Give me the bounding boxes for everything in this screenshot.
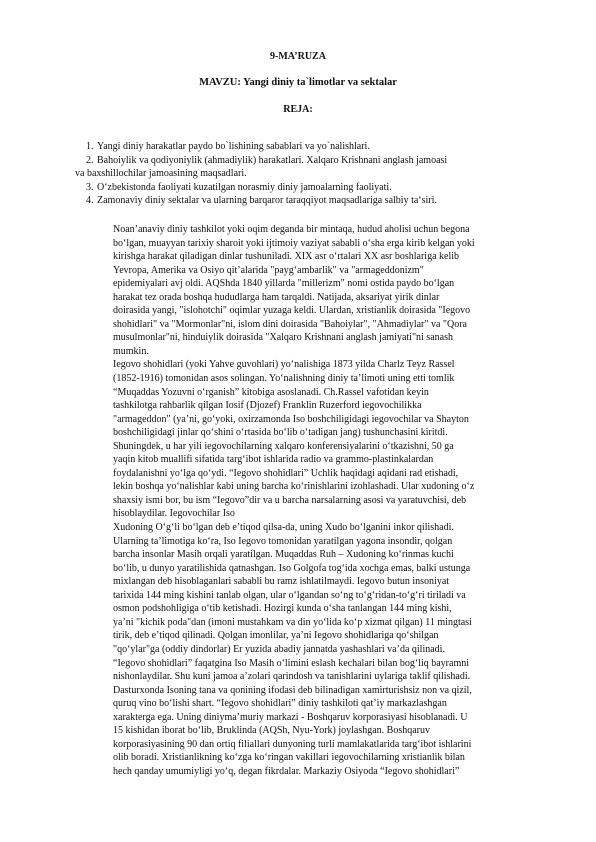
plan-item	[75, 154, 556, 181]
body-text-line: “Iegovo shohidlari” faqatgina Iso Masih o‘limini eslash kechalari bilan bog‘liq bayramni	[113, 657, 470, 669]
body-text-line: tashkilotga rahbarlik qilgan Iosif (Djozef) Franklin Ruzerford iegovochilikka	[113, 400, 422, 412]
body-text-line: bo‘lgan, muayyan tarixiy sharoit yoki ijtimoiy vaziyat sababli o‘sha erga kirib kelgan yoki	[113, 237, 475, 249]
body-text-line: xarakterga ega. Uning diniyma’muriy markazi - Boshqaruv korporasiyasi hisoblanadi. U	[113, 711, 468, 723]
lecture-topic: MAVZU: Yangi diniy ta`limotlar va sektalar	[199, 77, 397, 88]
plan-item	[86, 194, 556, 208]
plan-item-text-continued: va baxshillochilar jamoasining maqsadlari.	[75, 168, 247, 180]
body-text-line: Xudoning O‘g‘li bo‘lgan deb e’tiqod qilsa-da, uning Xudo bo‘lganini inkor qilishadi.	[113, 522, 454, 534]
plan-item-text: O‘zbekistonda faoliyati kuzatilgan norasmiy diniy jamoalarning faoliyati.	[97, 181, 392, 193]
body-text-line: bo‘lib, u dunyo yaratilishida qatnashgan. Iso Golgofa tog‘ida xochga emas, balki ustunga	[113, 562, 471, 574]
body-text-line: “Muqaddas Yozuvni o‘rganish” kitobiga asoslanadi. Ch.Rassel vafotidan keyin	[113, 386, 429, 398]
body-text-line: osmon podshohligiga o‘tib ketishadi. Hozirgi kunda o‘sha tanlangan 144 ming kishi,	[113, 603, 452, 615]
body-text-line: barcha insonlar Masih orqali yaratilgan. Muqaddas Ruh – Xudoning ko‘rinmas kuchi	[113, 549, 454, 561]
body-text-line: "qo‘ylar"ga (oddiy dindorlar) Er yuzida abadiy jannatda yashashlari va’da qilinadi.	[113, 643, 445, 655]
body-text-line: mumkin.	[113, 345, 149, 357]
body-text-line: korporasiyasining 90 dan ortiq filiallari dunyoning turli mamlakatlarida targ‘ibot ishlarini	[113, 738, 472, 750]
body-text-line: hisoblaydilar. Iegovochilar Iso	[113, 508, 235, 520]
plan-item-number: 2.	[86, 154, 94, 166]
plan-item	[86, 181, 556, 195]
body-text-line: Yevropa, Amerika va Osiyo qit’alarida "payg‘ambarlik" va "armageddonizm"	[113, 264, 424, 276]
plan-item-number: 4.	[86, 195, 94, 207]
body-text-line: musulmonlar"ni, hinduiylik doirasida "Xalqaro Krishnani anglash jamiyati"ni sanash	[113, 332, 453, 344]
plan-item-number: 1.	[86, 141, 94, 152]
plan-item-text: Zamonaviy diniy sektalar va ularning barqaror taraqqiyot maqsadlariga salbiy ta‘siri.	[97, 195, 437, 207]
plan-item-number: 3.	[86, 181, 94, 193]
lecture-number: 9-MA’RUZA	[270, 51, 326, 62]
body-text-line: hech qanday umumiyligi yo‘q, degan fikrdalar. Markaziy Osiyoda “Iegovo shohidlari”	[113, 765, 460, 777]
body-text-line: tarixida 144 ming kishini tanlab olgan, ular o‘lgandan so‘ng to‘g‘ridan-to‘g‘ri tiriladi va	[113, 589, 466, 601]
body-text-line: harakat tez orada boshqa hududlarga ham tarqaldi. Natijada, aksariyat yirik dinlar	[113, 291, 440, 303]
body-text-line: tirik, deb e’tiqod qilinadi. Qolgan imonlilar, ya’ni Iegovo shohidlariga qo‘shilgan	[113, 630, 439, 642]
body-text-line: boshchiligidagi jinlar qo‘shini o‘rtasida bo‘lib o‘tadigan jang) tushunchasini kiritdi.	[113, 427, 448, 439]
body-text-line: epidemiyalari avj oldi. AQShda 1840 yillarda "millerizm" nomi ostida paydo bo‘lgan	[113, 278, 455, 290]
body-text-line: "armageddon" (ya’ni, go‘yoki, oxirzamonda Iso boshchiligidagi iegovochilar va Shayton	[113, 413, 469, 425]
plan-item-text: Bahoiylik va qodiyoniylik (ahmadiylik) harakatlari. Xalqaro Krishnani anglash jamoasi	[97, 154, 448, 166]
body-text-line: shohidlari" va "Mormonlar"ni, islom dini doirasida "Bahoiylar", "Ahmadiylar" va "Qora	[113, 318, 467, 330]
body-text-line: (1852-1916) tomonidan asos solingan. Yo‘nalishning diniy ta’limoti uning etti tomlik	[113, 373, 455, 385]
body-text-line: ya’ni "kichik poda"dan (imoni mustahkam va din yo‘lida ko‘p xizmat qilgan) 11 mingtasi	[113, 616, 472, 628]
body-text-line: Shuningdek, u har yili iegovochilarning xalqaro konferensiyalarini o‘tkazishni, 50 ga	[113, 440, 454, 452]
body-text-line: lekin boshqa yo‘nalishlar kabi uning barcha ko‘rinishlarini izohlashadi. Ular xudoning o‘z	[113, 481, 475, 493]
body-text-line: shaxsiy ismi bor, bu ism “Iegovo”dir va u barcha narsalarning asosi va yaratuvchisi, deb	[113, 494, 467, 506]
body-text-line: Ularning ta’limotiga ko‘ra, Iso Iegovo tomonidan yaratilgan yagona insondir, qolgan	[113, 535, 453, 547]
lecture-body-text	[113, 223, 553, 778]
body-text-line: quruq vino bo‘lishi shart. “Iegovo shohidlari” diniy tashkiloti qat’iy markazlashgan	[113, 698, 447, 710]
body-text-line: mixlangan deb hisoblaganlari sababli bu ramz ishlatilmaydi. Iegovo butun insoniyat	[113, 576, 450, 588]
plan-item	[86, 140, 556, 154]
body-text-line: yaqin kitob muallifi sifatida targ‘ibot ishlarida radio va grammo-plastinkalardan	[113, 454, 434, 466]
body-text-line: doirasida yangi, "islohotchi" oqimlar yuzaga keldi. Ulardan, xristianlik doirasida "Iegovo	[113, 305, 471, 317]
body-text-line: 15 kishidan iborat bo‘lib, Bruklinda (AQSh, Nyu-York) joylashgan. Boshqaruv	[113, 725, 431, 737]
body-text-line: foydalanishni yo‘lga qo‘ydi. “Iegovo shohidlari” Uchlik haqidagi aqidani rad etishadi,	[113, 467, 459, 479]
body-text-line: Iegovo shohidlari (yoki Yahve guvohlari) yo‘nalishiga 1873 yilda Charlz Teyz Rassel	[113, 359, 455, 371]
body-text-line: Noan’anaviy diniy tashkilot yoki oqim deganda bir mintaqa, hudud aholisi uchun begona	[113, 224, 470, 235]
body-text-line: olib boradi. Xristianlikning ko‘zga ko‘ringan vakillari iegovochilarning xristianlik bilan	[113, 752, 465, 764]
plan-list	[75, 140, 556, 208]
body-text-line: kirishga harakat qiladigan dinlar tushuniladi. XIX asr o‘rtalari XX asr boshlariga kelib	[113, 251, 460, 263]
plan-heading: REJA:	[283, 104, 313, 115]
body-text-line: Dasturxonda Isoning tana va qonining ifodasi deb bilinadigan xamirturishsiz non va qizil,	[113, 684, 472, 696]
plan-item-text: Yangi diniy harakatlar paydo bo`lishining sabablari va yo`nalishlari.	[97, 141, 370, 152]
body-text-line: nishonlaydilar. Shu kuni jamoa a’zolari qarindosh va tanishlarini uylariga taklif qilishadi.	[113, 671, 471, 683]
